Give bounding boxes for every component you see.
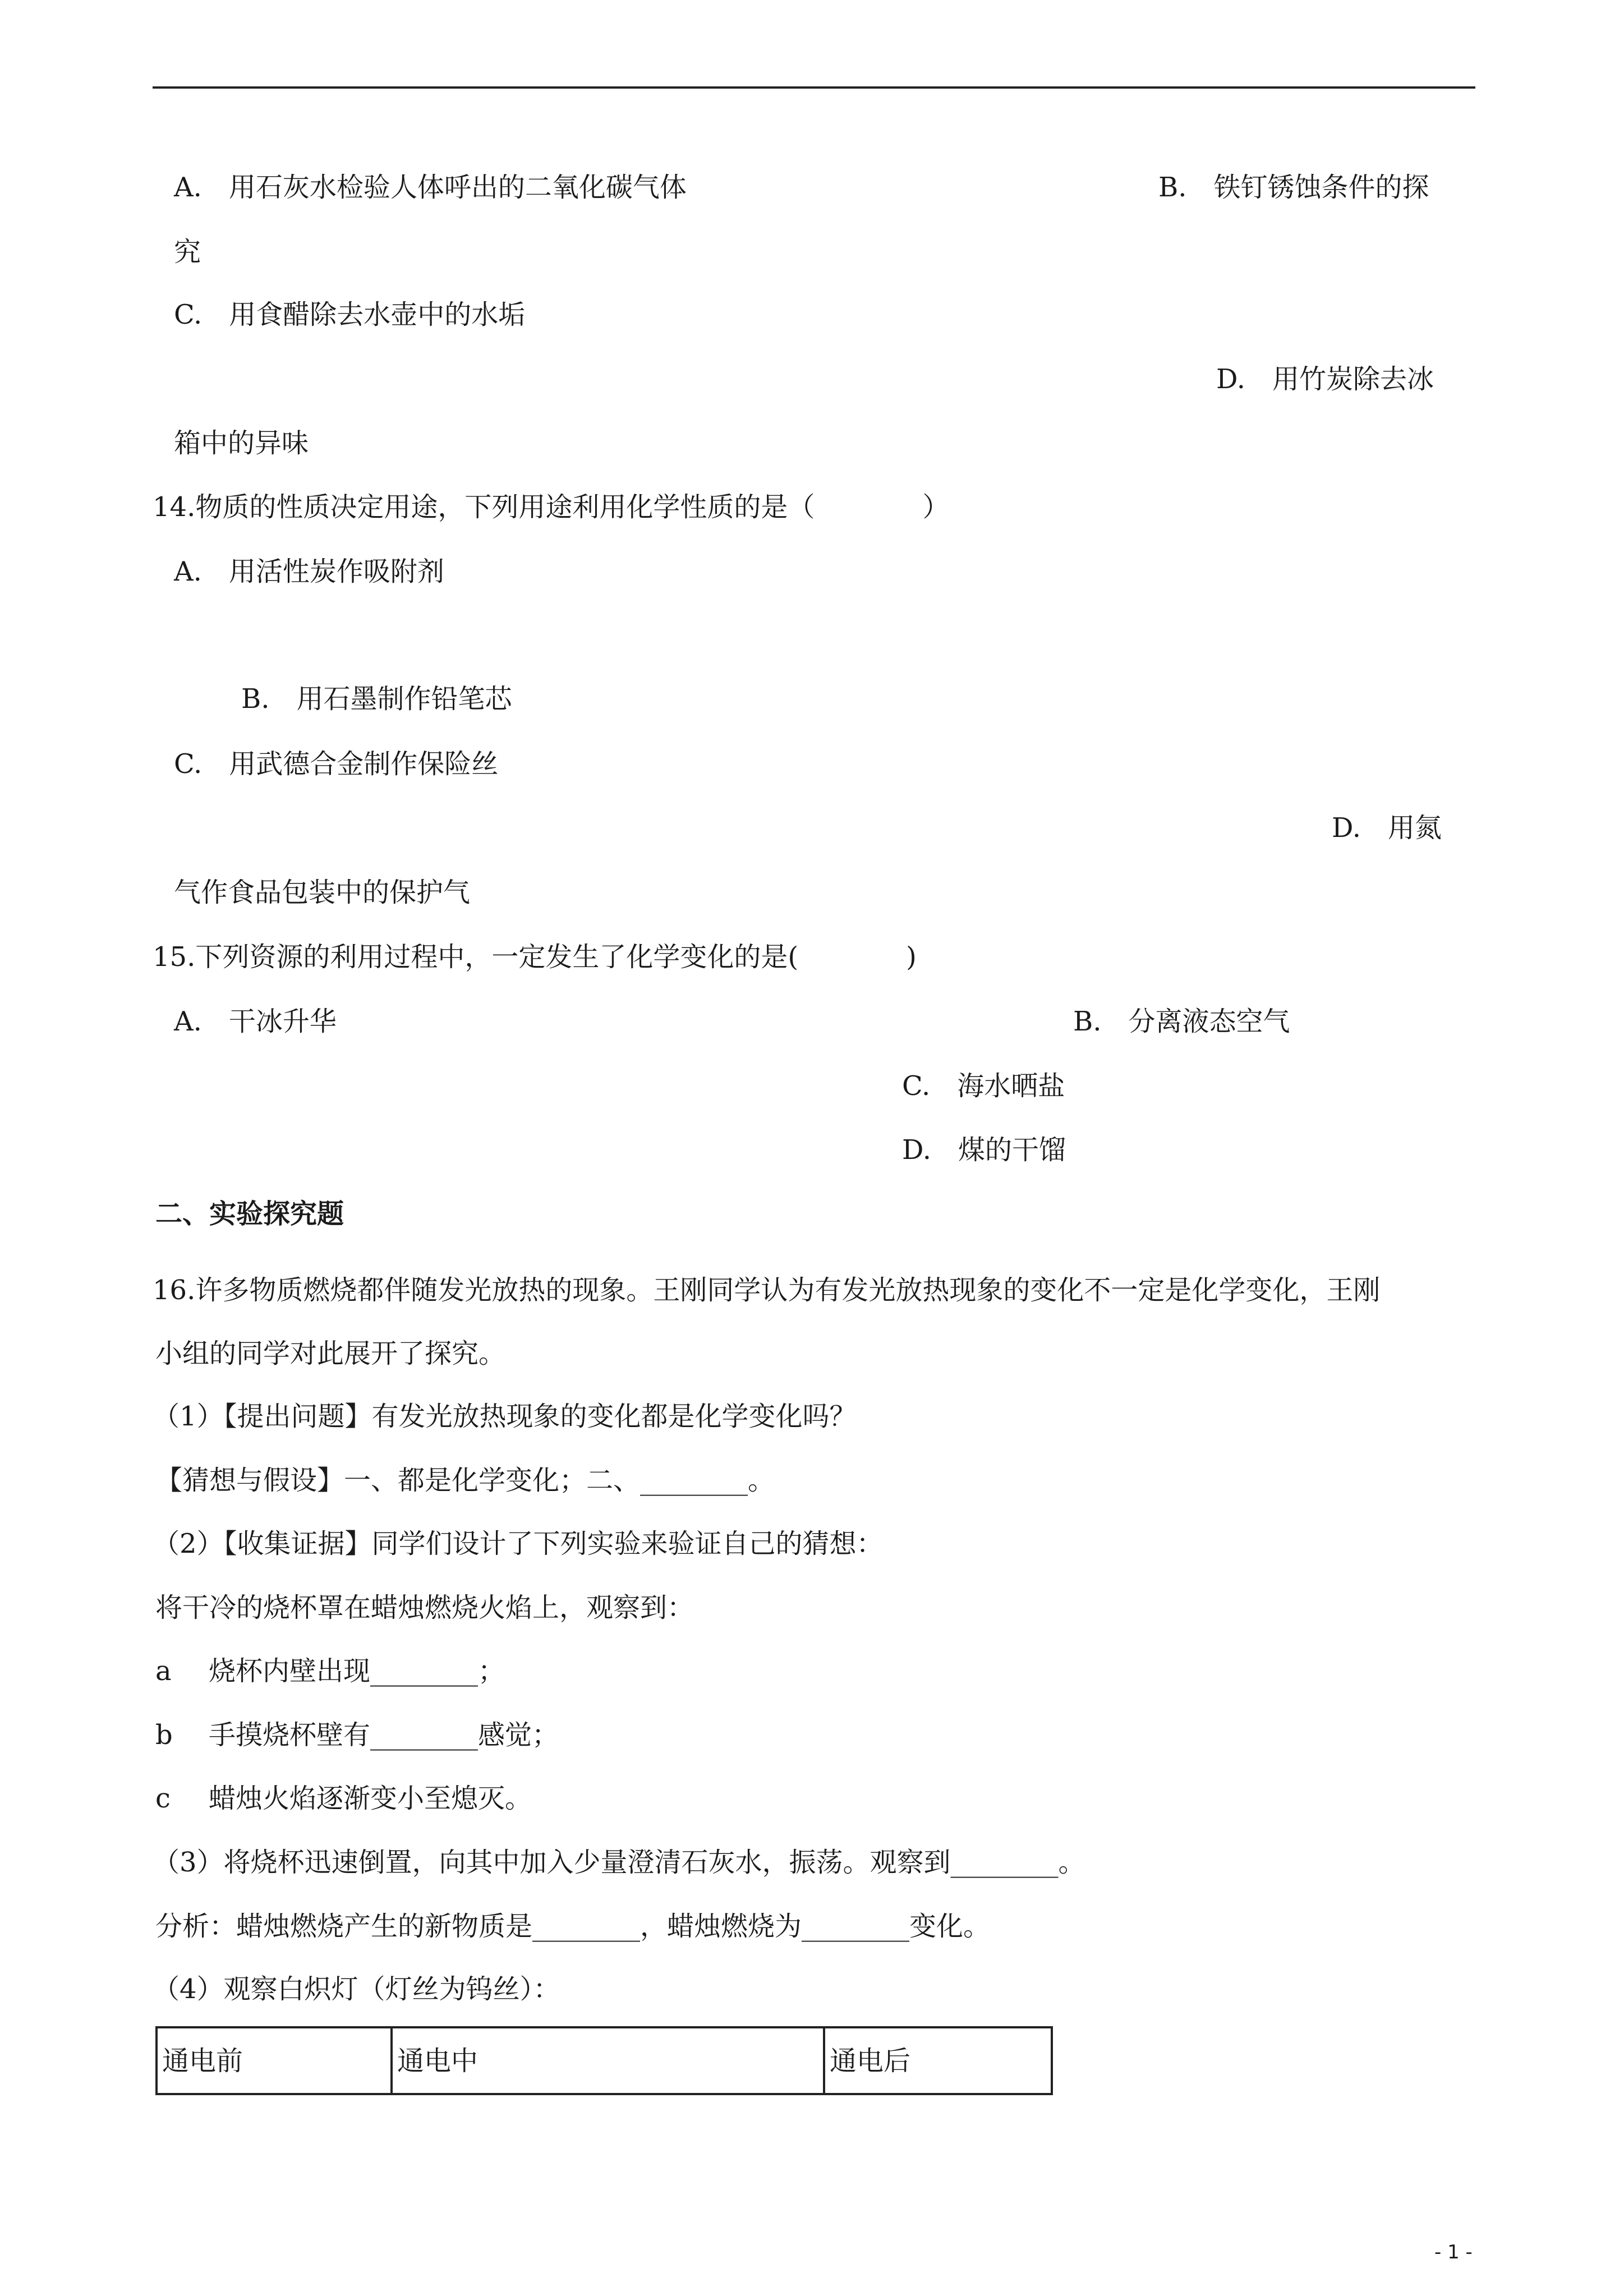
q16-analysis: 分析：蜡烛燃烧产生的新物质是________，蜡烛燃烧为________变化。 bbox=[155, 1911, 991, 1942]
header-rule bbox=[153, 86, 1475, 89]
q16-observation-b bbox=[155, 1719, 559, 1751]
q16-part2-setup: 将干冷的烧杯罩在蜡烛燃烧火焰上，观察到： bbox=[155, 1592, 694, 1623]
q13-option-d-continued: 箱中的异味 bbox=[174, 427, 309, 459]
q16-part4: （4）观察白炽灯（灯丝为钨丝）： bbox=[153, 1973, 560, 2005]
q14-option-b: B. 用石墨制作铅笔芯 bbox=[241, 683, 512, 715]
table-row bbox=[157, 2027, 1052, 2094]
observation-a-text: 烧杯内壁出现________； bbox=[209, 1655, 505, 1687]
q13-option-c: C. 用食醋除去水壶中的水垢 bbox=[174, 299, 526, 330]
q13-option-d: D. 用竹炭除去冰 bbox=[1216, 364, 1434, 395]
observation-table bbox=[155, 2026, 1053, 2095]
section-heading: 二、实验探究题 bbox=[155, 1198, 344, 1230]
observation-b-label: b bbox=[155, 1719, 173, 1751]
q15-stem: 15.下列资源的利用过程中，一定发生了化学变化的是( ) bbox=[153, 941, 917, 973]
q13-option-b: B. 铁钉锈蚀条件的探 bbox=[1158, 172, 1429, 203]
q16-part3: （3）将烧杯迅速倒置，向其中加入少量澄清石灰水，振荡。观察到________。 bbox=[153, 1847, 1085, 1878]
q16-part2: （2）【收集证据】同学们设计了下列实验来验证自己的猜想： bbox=[153, 1528, 884, 1559]
observation-c-text: 蜡烛火焰逐渐变小至熄灭。 bbox=[209, 1783, 532, 1814]
q15-option-c: C. 海水晒盐 bbox=[902, 1070, 1065, 1102]
q14-option-a: A. 用活性炭作吸附剂 bbox=[174, 556, 444, 587]
page-number: - 1 - bbox=[1434, 2241, 1473, 2263]
table-cell-before: 通电前 bbox=[157, 2027, 392, 2094]
q14-option-d-continued: 气作食品包装中的保护气 bbox=[174, 877, 471, 908]
observation-a-label: a bbox=[155, 1655, 172, 1687]
q15-option-d: D. 煤的干馏 bbox=[902, 1134, 1066, 1166]
q14-option-d: D. 用氮 bbox=[1332, 812, 1442, 844]
table-cell-during: 通电中 bbox=[392, 2027, 824, 2094]
q16-observation-a bbox=[155, 1655, 505, 1687]
q16-stem-line2: 小组的同学对此展开了探究。 bbox=[155, 1338, 506, 1369]
q14-stem: 14.物质的性质决定用途，下列用途利用化学性质的是（ ） bbox=[153, 491, 950, 523]
observation-b-text: 手摸烧杯壁有________感觉； bbox=[209, 1719, 559, 1751]
q15-option-a: A. 干冰升华 bbox=[174, 1006, 337, 1037]
q16-part1: （1）【提出问题】有发光放热现象的变化都是化学变化吗？ bbox=[153, 1401, 857, 1432]
q14-option-c: C. 用武德合金制作保险丝 bbox=[174, 748, 499, 780]
q13-option-b-continued: 究 bbox=[174, 236, 201, 268]
q16-stem-line1: 16.许多物质燃烧都伴随发光放热的现象。王刚同学认为有发光放热现象的变化不一定是化学变化，王刚 bbox=[153, 1274, 1381, 1306]
table-cell-after: 通电后 bbox=[824, 2027, 1052, 2094]
q16-hypothesis: 【猜想与假设】一、都是化学变化；二、________。 bbox=[155, 1465, 775, 1496]
q16-observation-c bbox=[155, 1785, 532, 1812]
observation-c-label: c bbox=[155, 1783, 171, 1814]
q15-option-b: B. 分离液态空气 bbox=[1073, 1006, 1290, 1037]
q13-option-a: A. 用石灰水检验人体呼出的二氧化碳气体 bbox=[174, 172, 687, 203]
